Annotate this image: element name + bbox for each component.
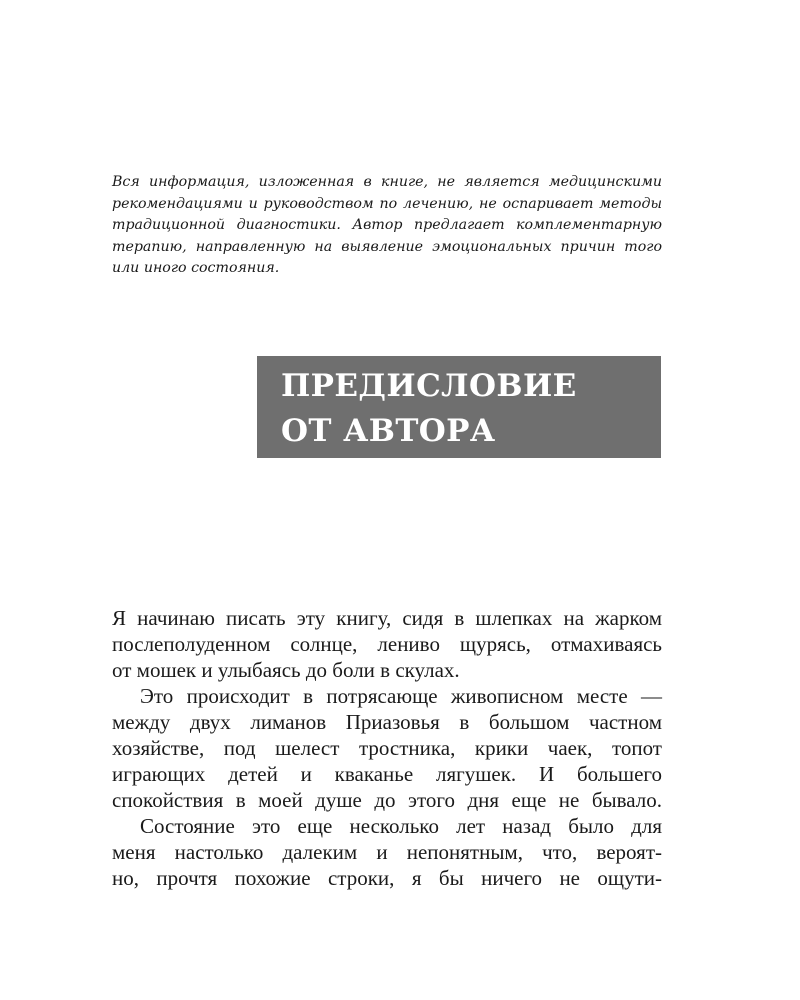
chapter-title-line-2: ОТ АВТОРА	[281, 413, 496, 449]
chapter-title-line-1: ПРЕДИСЛОВИЕ	[281, 368, 577, 404]
body-line: меня настолько далеким и непонятным, что, вероят-	[112, 840, 662, 864]
chapter-title-block	[257, 356, 661, 458]
body-line: между двух лиманов Приазовья в большом частном	[112, 710, 662, 734]
body-line: Я начинаю писать эту книгу, сидя в шлепках на жарком	[112, 606, 662, 630]
body-line: от мошек и улыбаясь до боли в скулах.	[112, 658, 460, 682]
body-line: послеполуденном солнце, лениво щурясь, отмахиваясь	[112, 632, 662, 656]
disclaimer-text: Вся информация, изложенная в книге, не является медицинскими рекомендациями и руководством по лечению, не оспаривает методы традиционной диагностики. Автор предлагает комплементарную терапию, направленную на выявление эмоциональных причин того или иного состояния.	[112, 174, 662, 276]
body-line: Это происходит в потрясающе живописном месте —	[140, 684, 662, 708]
body-line: хозяйстве, под шелест тростника, крики чаек, топот	[112, 736, 662, 760]
body-line: играющих детей и кваканье лягушек. И большего	[112, 762, 662, 786]
body-line: Состояние это еще несколько лет назад было для	[140, 814, 662, 838]
body-line: но, прочтя похожие строки, я бы ничего не ощути-	[112, 866, 662, 890]
body-text	[112, 605, 662, 891]
body-line: спокойствия в моей душе до этого дня еще не бывало.	[112, 788, 662, 812]
